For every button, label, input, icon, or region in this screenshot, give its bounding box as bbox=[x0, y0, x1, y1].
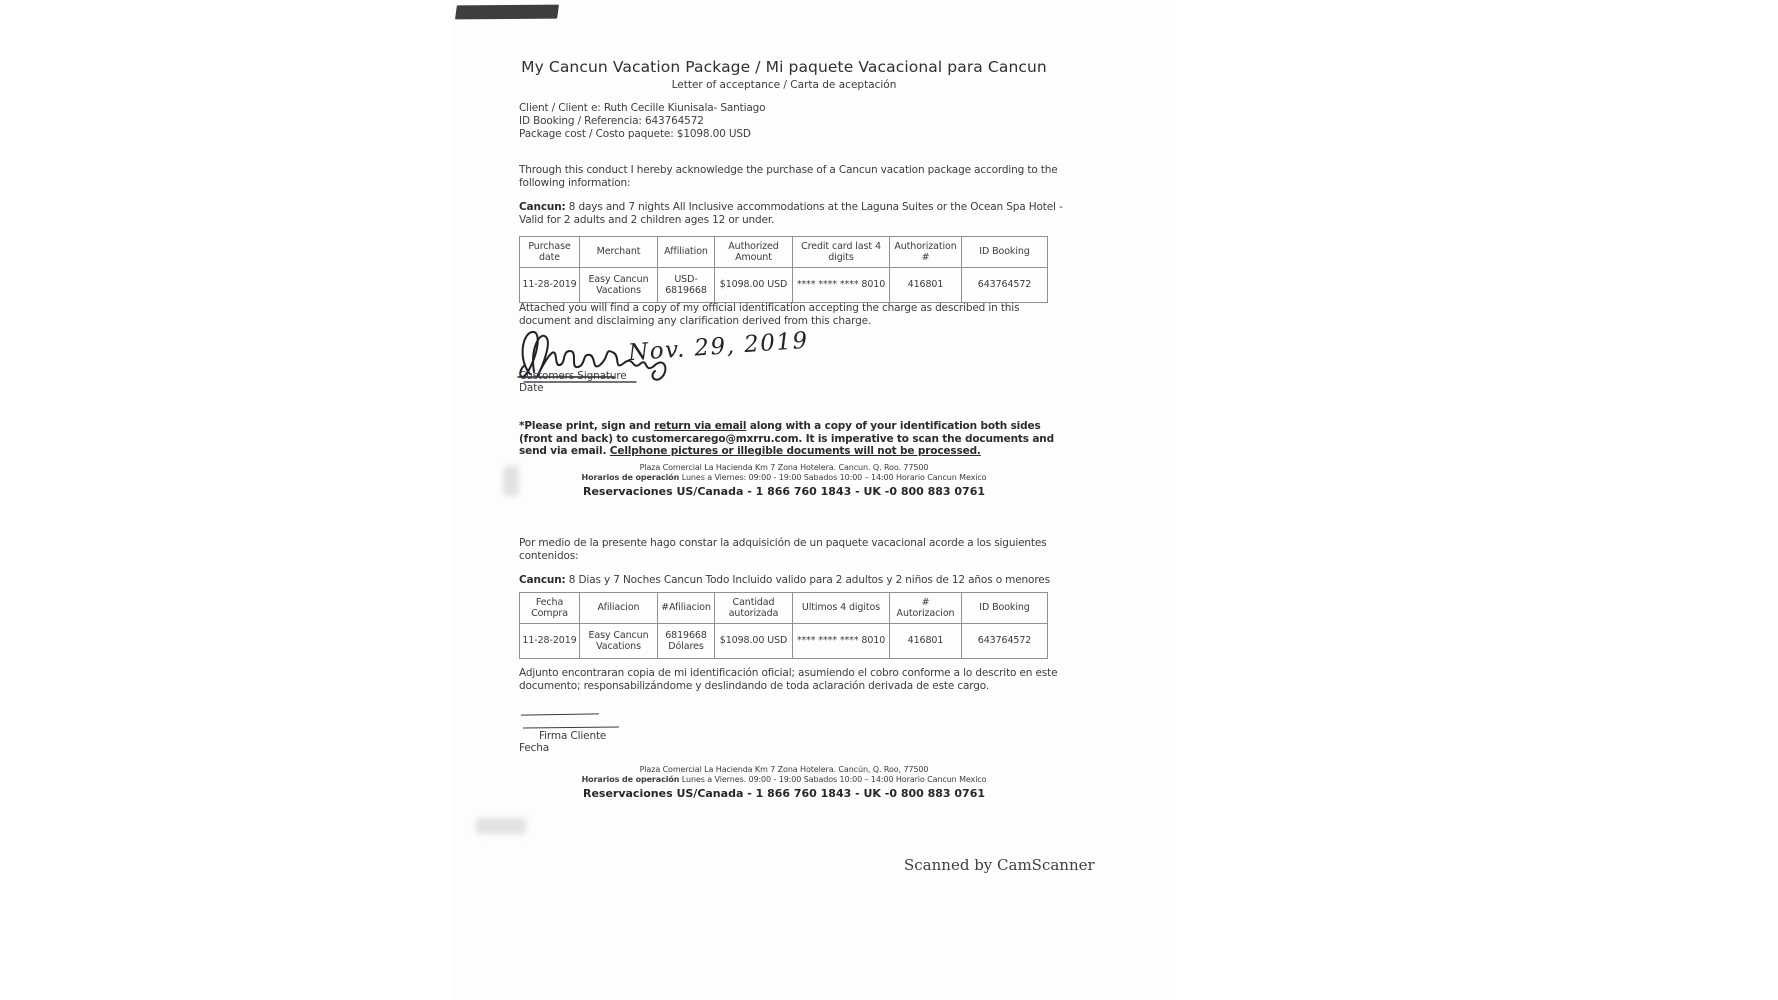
package-text-en-line1: 8 days and 7 nights All Inclusive accommodations at the Laguna Suites or the Ocean Spa Hotel - bbox=[565, 201, 1063, 213]
page-subtitle: Letter of acceptance / Carta de aceptación bbox=[671, 79, 897, 91]
signature-date-handwritten: Nov. 29, 2019 bbox=[627, 327, 810, 367]
table-header-cell: Authorized Amount bbox=[715, 237, 793, 268]
table-cell-authorization: 416801 bbox=[890, 268, 962, 303]
package-description-en bbox=[519, 201, 1063, 226]
office-footer-bottom bbox=[519, 765, 1049, 800]
table-header-cell: Purchase date bbox=[520, 237, 580, 268]
table-header-cell: #Afiliacion bbox=[658, 593, 715, 624]
table-cell-affiliation: USD-6819668 bbox=[658, 268, 715, 303]
table-cell-autorizacion: 416801 bbox=[890, 624, 962, 659]
package-text-en-line2: Valid for 2 adults and 2 children ages 12 or under. bbox=[519, 213, 775, 226]
table-cell-id-booking: 643764572 bbox=[962, 268, 1048, 303]
package-text-es: 8 Dias y 7 Noches Cancun Todo Incluido valido para 2 adultos y 2 niños de 12 años o menores bbox=[565, 574, 1050, 586]
hours-bold-label: Horarios de operación bbox=[581, 775, 680, 784]
table-header-cell: Cantidad autorizada bbox=[715, 593, 793, 624]
intro-paragraph-es: Por medio de la presente hago constar la adquisición de un paquete vacacional acorde a los siguientes contenidos: bbox=[519, 537, 1047, 562]
reservations-line: Reservaciones US/Canada - 1 866 760 1843 - UK -0 800 883 0761 bbox=[582, 485, 986, 498]
page-title: My Cancun Vacation Package / Mi paquete Vacacional para Cancun bbox=[521, 58, 1047, 76]
notice-text: *Please print, sign and bbox=[519, 420, 655, 432]
table-data-row bbox=[520, 624, 1048, 659]
attached-paragraph-en: Attached you will find a copy of my official identification accepting the charge as described in this document and disclaiming any clarification derived from this charge. bbox=[519, 302, 1020, 327]
table-header-cell: Merchant bbox=[580, 237, 658, 268]
customers-signature-label: Customers Signature bbox=[519, 370, 627, 382]
hours-bold-label: Horarios de operación bbox=[581, 473, 680, 482]
date-label-en: Date bbox=[519, 382, 544, 394]
client-info-block bbox=[519, 102, 765, 141]
table-cell-num-afiliacion: 6819668 Dólares bbox=[658, 624, 715, 659]
scanned-document-page bbox=[452, 0, 1176, 1000]
table-cell-id-booking: 643764572 bbox=[962, 624, 1048, 659]
table-header-cell: Ultimos 4 digitos bbox=[793, 593, 890, 624]
office-address-line: Plaza Comercial La Hacienda Km 7 Zona Hotelera. Cancún, Q. Roo, 77500 bbox=[639, 765, 929, 774]
purchase-table-en bbox=[519, 236, 1048, 303]
table-cell-afiliacion: Easy Cancun Vacations bbox=[580, 624, 658, 659]
package-cost-line: Package cost / Costo paquete: $1098.00 USD bbox=[519, 128, 751, 140]
scan-smudge bbox=[476, 818, 526, 834]
table-cell-ultimos-digitos: **** **** **** 8010 bbox=[793, 624, 890, 659]
fecha-label: Fecha bbox=[519, 742, 550, 754]
table-header-cell: ID Booking bbox=[962, 237, 1048, 268]
office-hours-line bbox=[519, 775, 1049, 785]
firma-cliente-label: Firma Cliente bbox=[539, 730, 607, 742]
notice-paragraph bbox=[519, 420, 1071, 458]
hours-text: Lunes a Viernes: 09:00 - 19:00 Sabados 10:00 – 14:00 Horario Cancun Mexico bbox=[679, 473, 987, 482]
table-cell-purchase-date: 11-28-2019 bbox=[520, 268, 580, 303]
scan-artifact-bar bbox=[455, 5, 559, 20]
package-label-es: Cancun: bbox=[519, 574, 566, 586]
notice-text: along with a copy of your identification both sides (front and back) to customercarego@mxrru.com. It is imperative to scan the documents and send via email. bbox=[519, 420, 1054, 458]
table-header-cell: Fecha Compra bbox=[520, 593, 580, 624]
intro-paragraph-en: Through this conduct I hereby acknowledge the purchase of a Cancun vacation package according to the following information: bbox=[519, 164, 1058, 189]
reservations-line: Reservaciones US/Canada - 1 866 760 1843 - UK -0 800 883 0761 bbox=[582, 787, 986, 800]
client-name-line: Client / Client e: Ruth Cecille Kiunisala- Santiago bbox=[519, 102, 766, 114]
table-header-cell: Authorization # bbox=[890, 237, 962, 268]
notice-underline-cellphone: Cellphone pictures or illegible documents will not be processed. bbox=[609, 445, 981, 458]
scan-smudge bbox=[503, 466, 519, 496]
table-header-row bbox=[520, 237, 1048, 268]
table-cell-authorized-amount: $1098.00 USD bbox=[715, 268, 793, 303]
notice-underline-return-via-email: return via email bbox=[654, 420, 747, 432]
office-footer-top bbox=[519, 463, 1049, 498]
office-address-line: Plaza Comercial La Hacienda Km 7 Zona Hotelera. Cancun. Q. Roo. 77500 bbox=[639, 463, 929, 472]
table-header-cell: Afiliacion bbox=[580, 593, 658, 624]
package-label-en: Cancun: bbox=[519, 201, 566, 213]
purchase-table-es bbox=[519, 592, 1048, 659]
package-description-es bbox=[519, 574, 1050, 587]
camscanner-watermark: Scanned by CamScanner bbox=[904, 856, 1095, 874]
table-cell-fecha-compra: 11-28-2019 bbox=[520, 624, 580, 659]
table-header-row bbox=[520, 593, 1048, 624]
hours-text: Lunes a Viernes. 09:00 - 19:00 Sabados 10:00 – 14:00 Horario Cancun Mexico bbox=[679, 775, 987, 784]
table-cell-card-digits: **** **** **** 8010 bbox=[793, 268, 890, 303]
table-header-cell: Affiliation bbox=[658, 237, 715, 268]
table-header-cell: # Autorizacion bbox=[890, 593, 962, 624]
booking-id-line: ID Booking / Referencia: 643764572 bbox=[519, 115, 704, 127]
table-cell-merchant: Easy Cancun Vacations bbox=[580, 268, 658, 303]
table-header-cell: ID Booking bbox=[962, 593, 1048, 624]
office-hours-line bbox=[519, 473, 1049, 483]
table-data-row bbox=[520, 268, 1048, 303]
attached-paragraph-es: Adjunto encontraran copia de mi identificación oficial; asumiendo el cobro conforme a lo descrito en este documento; responsabilizándome y deslindando de toda aclaración derivada de este cargo. bbox=[519, 667, 1058, 692]
table-header-cell: Credit card last 4 digits bbox=[793, 237, 890, 268]
table-cell-cantidad: $1098.00 USD bbox=[715, 624, 793, 659]
